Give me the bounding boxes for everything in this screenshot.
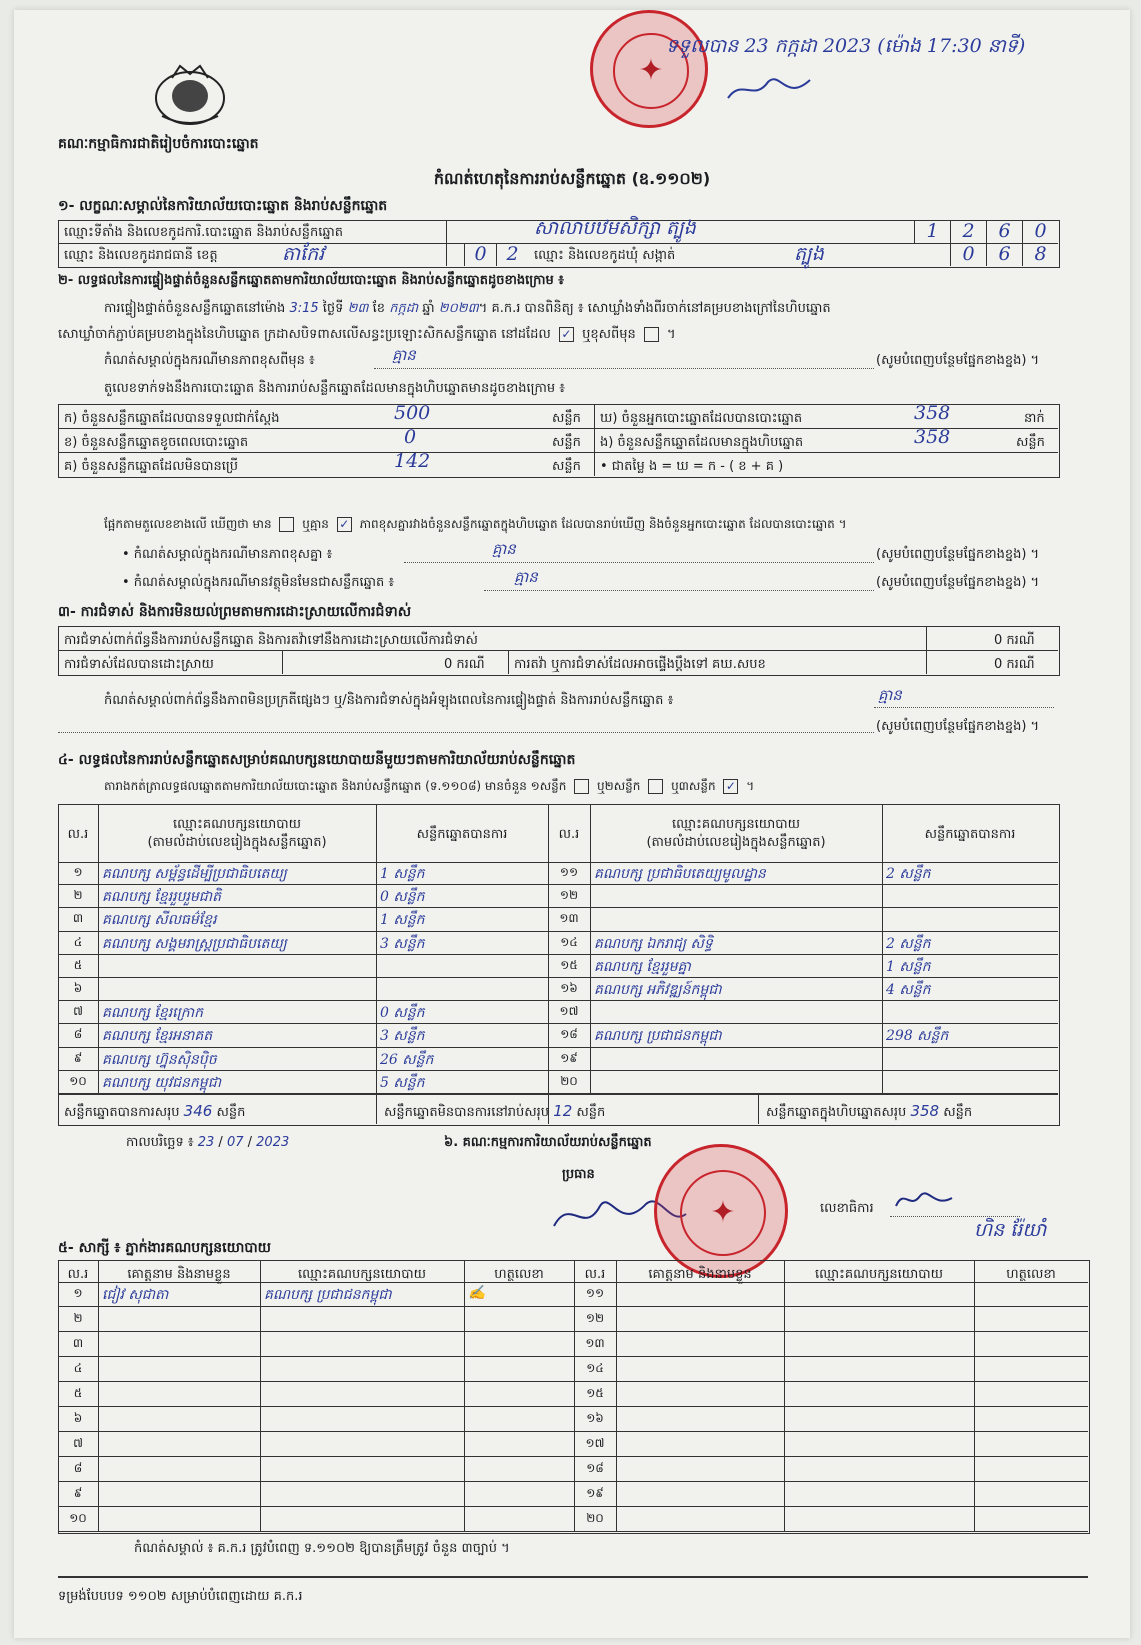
results-row-no: ១៧ (559, 1004, 579, 1019)
difference-no-checkbox[interactable]: ✓ (337, 517, 352, 532)
results-row (58, 1048, 548, 1071)
commune-name: ត្បូង (794, 243, 824, 265)
results-row-party: គណបក្ស អភិវឌ្ឍន៍កម្ពុជា (594, 982, 722, 998)
results-row-party: គណបក្ស ហ្វ៊ុនស៊ិនប៉ិច (102, 1051, 217, 1068)
results-col-no-right: ល.រ (558, 827, 580, 842)
secretary-name: ហិន រ៉ែយាំ (974, 1219, 1047, 1241)
results-row (58, 1071, 548, 1094)
results-row (548, 932, 1058, 955)
figure-e-value: 358 (914, 426, 951, 448)
figure-formula: • ជាតម្លៃ ង = ឃ = ក - ( ខ + គ ) (600, 459, 784, 474)
results-col-party-right: ឈ្មោះគណបក្សនយោបាយ (តាមលំដាប់លេខរៀងក្នុងសន្លឹកឆ្នោត) (646, 817, 826, 850)
results-right-rows (548, 862, 1058, 1094)
witness-row-no: ១៥ (586, 1386, 604, 1400)
results-row-party: គណបក្ស ខ្មែររួបរួមជាតិ (102, 889, 222, 906)
results-row-no: ១១ (559, 865, 579, 879)
witness-row-no: ១ (73, 1286, 83, 1300)
results-row-party: គណបក្ស សម្ព័ន្ធដើម្បីប្រជាធិបតេយ្យ (102, 866, 287, 882)
results-row-votes: 0 សន្លឹក (380, 889, 425, 906)
three-sheets-checkbox[interactable]: ✓ (723, 779, 738, 794)
results-row-no: ១៨ (560, 1027, 578, 1042)
figure-b-unit: សន្លឹក (552, 435, 581, 450)
witness-row-no: ៤ (73, 1361, 83, 1375)
witness-row (574, 1332, 1088, 1357)
witness-row (574, 1407, 1088, 1432)
witness-row (58, 1382, 574, 1407)
province-name: តាកែវ (282, 243, 325, 265)
verify-line-1: ការផ្ទៀងផ្ទាត់ចំនួនសន្លឹកឆ្នោតនៅម៉ោង 3:15 ថ្ងៃទី ២៣ ខែ កក្កដា ឆ្នាំ ២០២៣។ គ.ក.រ បានពិនិត្យ ៖ សោឃ្លាំងទាំងពីរចាក់នៅគម្របខាងក្រៅនៃហិបឆ្នោត (104, 301, 831, 316)
results-row-no: ៨ (73, 1027, 83, 1042)
difference-line: ផ្អែកតាមតួលេខខាងលើ ឃើញថា មាន ឬគ្មាន ✓ ភាពខុសគ្នារវាងចំនួនសន្លឹកឆ្នោតក្នុងហិបឆ្នោត ដែលបានរាប់ឃើញ និងចំនួនអ្នកបោះឆ្នោត ដែលបានបោះឆ្នោត ។ (104, 517, 847, 531)
witness-row-no: ២ (73, 1311, 83, 1325)
change-note-value: គ្មាន (392, 346, 416, 364)
form-footer: ទម្រង់បែបបទ ១១០២ សម្រាប់បំពេញដោយ គ.ក.រ (58, 1589, 303, 1604)
witness-row (574, 1357, 1088, 1382)
results-row (548, 1001, 1058, 1024)
witness-row-signature: ✍ (468, 1285, 486, 1301)
witness-row-no: ១៩ (586, 1486, 604, 1500)
witness-row-no: ៨ (73, 1461, 83, 1475)
results-row (58, 955, 548, 978)
results-row-no: ៤ (73, 934, 83, 949)
office-code: 1 2 6 0 (914, 220, 1058, 243)
results-row-no: ១៣ (559, 911, 579, 926)
difference-yes-checkbox[interactable] (279, 517, 294, 532)
results-row (548, 908, 1058, 931)
results-row-votes: 5 សន្លឹក (380, 1074, 425, 1091)
witness-row-no: ៣ (72, 1336, 84, 1350)
witness-row (574, 1457, 1088, 1482)
witness-row-no: ៩ (73, 1486, 83, 1500)
change-note-label: កំណត់សម្គាល់ក្នុងករណីមានភាពខុសពីមុន ៖ (104, 353, 315, 368)
results-row-party: គណបក្ស ប្រជាជនកម្ពុជា (594, 1028, 722, 1045)
witness-right-rows (574, 1282, 1088, 1532)
results-row (548, 862, 1058, 885)
secretary-label: លេខាធិការ (820, 1201, 874, 1216)
section1-heading: ១- លក្ខណៈសម្គាល់នៃការិយាល័យបោះឆ្នោត និងរាប់សន្លឹកឆ្នោត (58, 198, 388, 214)
results-row-votes: 3 សន្លឹក (380, 935, 425, 952)
results-row (58, 978, 548, 1001)
seal-intact-checkbox[interactable]: ✓ (559, 327, 574, 342)
results-left-rows (58, 862, 548, 1094)
figure-b-value: 0 (404, 426, 417, 448)
results-row-party: គណបក្ស សង្គមរាស្ត្រប្រជាធិបតេយ្យ (102, 935, 287, 952)
receipt-signature (724, 72, 814, 110)
results-row-votes: 3 សន្លឹក (380, 1028, 425, 1045)
results-row-no: ១៩ (560, 1050, 578, 1065)
results-row-party: គណបក្ស យុវជនកម្ពុជា (102, 1074, 222, 1091)
results-col-votes-left: សន្លឹកឆ្នោតបានការ (416, 827, 508, 842)
figures-intro: តួលេខទាក់ទងនឹងការបោះឆ្នោត និងការរាប់សន្លឹកឆ្នោតដែលមានក្នុងហិបឆ្នោតមានដូចខាងក្រោម ៖ (104, 381, 565, 396)
results-row (548, 1024, 1058, 1047)
commission-signers: ៦. គណៈកម្មការការិយាល័យរាប់សន្លឹកឆ្នោត (444, 1135, 652, 1150)
seal-changed-checkbox[interactable] (644, 327, 659, 342)
chair-label: ប្រធាន (562, 1167, 595, 1182)
results-row-no: ២ (73, 888, 83, 903)
objections-note-label: កំណត់សម្គាល់ពាក់ព័ន្ធនឹងភាពមិនប្រក្រតីផ្សេងៗ ឬ/និងការជំទាស់ក្នុងអំឡុងពេលនៃការផ្ទៀងផ្ទាត់ និងការរាប់សន្លឹកឆ្នោត ៖ (104, 693, 674, 708)
results-row-party: គណបក្ស ខ្មែរអនាគត (102, 1028, 213, 1045)
sign-date: កាលបរិច្ឆេទ ៖ 23 / 07 / 2023 (126, 1135, 290, 1150)
results-col-votes-right: សន្លឹកឆ្នោតបានការ (924, 827, 1016, 842)
fill-hint-1: (សូមបំពេញបន្ថែមផ្នែកខាងខ្នង) ។ (876, 353, 1040, 368)
witness-row-name: ជៀវ សុជាតា (102, 1287, 169, 1303)
difference-note-value: គ្មាន (492, 540, 516, 558)
figure-e-unit: សន្លឹក (1016, 435, 1045, 450)
figure-a-unit: សន្លឹក (552, 411, 581, 426)
commission-name: គណៈកម្មាធិការជាតិរៀបចំការបោះឆ្នោត (58, 136, 259, 152)
results-row-no: ៥ (73, 957, 83, 972)
results-row (58, 1024, 548, 1047)
witness-col-sig-left: ហត្ថលេខា (494, 1267, 544, 1282)
witness-row (574, 1282, 1088, 1307)
witness-col-name-left: គោត្តនាម និងនាមខ្លួន (127, 1267, 231, 1282)
results-row (548, 978, 1058, 1001)
commune-code: 0 6 8 (950, 243, 1058, 266)
results-row-no: ៣ (72, 911, 84, 926)
results-row-votes: 1 សន្លឹក (886, 958, 931, 975)
results-row (58, 908, 548, 931)
results-row-no: ១៦ (560, 981, 578, 995)
results-row-no: ១ (73, 865, 83, 879)
results-row-votes: 26 សន្លឹក (380, 1051, 434, 1068)
results-sheets-line: តារាងកត់ត្រាលទ្ធផលឆ្នោតតាមការិយាល័យបោះឆ្នោត និងរាប់សន្លឹកឆ្នោត (ទ.១១០៨) មានចំនួន ១សន្លឹក ឬ២សន្លឹក ឬ៣សន្លឹក ✓ ។ (104, 779, 755, 793)
figure-b-label: ខ) ចំនួនសន្លឹកឆ្នោតខូចពេលបោះឆ្នោត (64, 435, 249, 450)
results-row (58, 1001, 548, 1024)
results-row-votes: 2 សន្លឹក (886, 935, 931, 952)
section2-heading: ២- លទ្ធផលនៃការផ្ទៀងផ្ទាត់ចំនួនសន្លឹកឆ្នោតតាមការិយាល័យបោះឆ្នោត និងរាប់សន្លឹកឆ្នោតដូចខាងក្រោម ៖ (58, 273, 564, 288)
witness-row (58, 1507, 574, 1532)
foreign-object-note-value: គ្មាន (514, 568, 538, 586)
witness-row (58, 1282, 574, 1307)
witness-row (574, 1382, 1088, 1407)
objections-appeal-value: 0 ករណី (994, 657, 1035, 672)
fill-hint-2: (សូមបំពេញបន្ថែមផ្នែកខាងខ្នង) ។ (876, 547, 1040, 562)
results-row (58, 932, 548, 955)
results-row-votes: 0 សន្លឹក (380, 1005, 425, 1022)
fill-hint-3: (សូមបំពេញបន្ថែមផ្នែកខាងខ្នង) ។ (876, 575, 1040, 590)
results-row-party: គណបក្ស សីលធម៌ខ្មែរ (102, 912, 217, 929)
witness-left-rows (58, 1282, 574, 1532)
witness-row-no: ១១ (585, 1286, 605, 1300)
results-row-votes: 1 សន្លឹក (380, 866, 425, 882)
difference-note-label: • កំណត់សម្គាល់ក្នុងករណីមានភាពខុសគ្នា ៖ (122, 547, 333, 562)
figure-d-value: 358 (914, 402, 951, 424)
witness-row-no: ១៣ (585, 1336, 605, 1350)
ballot-count-report-sheet (14, 10, 1130, 1638)
objections-resolved-label: ការជំទាស់ដែលបានដោះស្រាយ (64, 657, 214, 672)
office-label: ឈ្មោះទីតាំង និងលេខកូដការិ.បោះឆ្នោត និងរាប់សន្លឹកឆ្នោត (64, 225, 343, 240)
witness-row (58, 1482, 574, 1507)
office-name: សាលាបឋមសិក្សា ត្បូង (534, 217, 696, 239)
results-row-votes: 2 សន្លឹក (886, 866, 931, 882)
objections-row1-label: ការជំទាស់ពាក់ព័ន្ធនឹងការរាប់សន្លឹកឆ្នោត និងការតវ៉ាទៅនឹងការដោះស្រាយលើការជំទាស់ (64, 633, 478, 648)
results-row-party: គណបក្ស ខ្មែររួមគ្នា (594, 958, 691, 975)
emblem-icon (142, 58, 238, 130)
province-label: ឈ្មោះ និងលេខកូដរាជធានី ខេត្ត (64, 248, 218, 263)
figure-d-unit: នាក់ (1024, 411, 1045, 426)
one-sheet-checkbox[interactable] (574, 779, 589, 794)
witness-row (58, 1457, 574, 1482)
witness-row-no: ១០ (69, 1511, 87, 1525)
objections-row1-value: 0 ករណី (994, 633, 1035, 648)
results-row-no: ១២ (559, 888, 579, 903)
results-row-votes: 298 សន្លឹក (886, 1028, 949, 1045)
verify-line-2: សោឃ្លាំចាក់ភ្ជាប់គម្របខាងក្នុងនៃហិបឆ្នោត ក្រដាសបិទពាសលើសន្ធះប្រឡោះសិកសន្លឹកឆ្នោត នៅដដែល ✓ ឬខុសពីមុន ។ (58, 327, 676, 342)
witness-row-no: ៦ (73, 1411, 83, 1425)
results-row-no: ៩ (73, 1050, 83, 1065)
witness-row-no: ១៤ (586, 1361, 604, 1375)
figure-d-label: ឃ) ចំនួនអ្នកបោះឆ្នោតដែលបានបោះឆ្នោត (600, 411, 803, 426)
results-row-no: ៦ (73, 981, 83, 995)
witness-row (574, 1307, 1088, 1332)
province-code: 0 2 (464, 243, 528, 266)
witness-row-no: ៧ (73, 1436, 83, 1450)
witness-row-party: គណបក្ស ប្រជាជនកម្ពុជា (264, 1287, 392, 1303)
total-valid: សន្លឹកឆ្នោតបានការសរុប 346 សន្លឹក (64, 1102, 246, 1120)
witness-col-no-left: ល.រ (67, 1267, 89, 1282)
results-row-votes: 1 សន្លឹក (380, 912, 425, 929)
results-row-no: ១០ (69, 1073, 87, 1088)
figure-c-unit: សន្លឹក (552, 459, 581, 474)
two-sheets-checkbox[interactable] (648, 779, 663, 794)
section5-heading: ៥- សាក្សី ៖ ភ្នាក់ងារគណបក្សនយោបាយ (58, 1240, 272, 1256)
witness-row-no: ២០ (586, 1511, 604, 1525)
witness-col-sig-right: ហត្ថលេខា (1006, 1267, 1056, 1282)
figure-c-value: 142 (394, 450, 431, 472)
section4-heading: ៤- លទ្ធផលនៃការរាប់សន្លឹកឆ្នោតសម្រាប់គណបក្សនយោបាយនីមួយៗតាមការិយាល័យរាប់សន្លឹកឆ្នោត (58, 752, 576, 768)
results-row (58, 885, 548, 908)
witness-row (58, 1332, 574, 1357)
witness-row (574, 1507, 1088, 1532)
objections-note-value: គ្មាន (878, 686, 902, 704)
figure-c-label: គ) ចំនួនសន្លឹកឆ្នោតដែលមិនបានប្រើ (64, 459, 238, 474)
form-title: កំណត់ហេតុនៃការរាប់សន្លឹកឆ្នោត (ឧ.១១០២) (433, 169, 711, 188)
figure-a-label: ក) ចំនួនសន្លឹកឆ្នោតដែលបានទទួលជាក់ស្តែង (64, 411, 280, 426)
witness-row-no: ១៧ (585, 1436, 605, 1450)
results-row-votes: 4 សន្លឹក (886, 982, 931, 998)
results-row-no: ១៤ (560, 934, 578, 949)
witness-row (58, 1407, 574, 1432)
results-row-party: គណបក្ស ឯករាជ្យ សិទ្ធិ (594, 935, 713, 952)
results-row-party: គណបក្ស ប្រជាធិបតេយ្យមូលដ្ឋាន (594, 866, 766, 882)
objections-appeal-label: ការតវ៉ា ឬការជំទាស់ដែលអាចផ្ទើងប្តឹងទៅ គឃ.សបខ (514, 657, 766, 672)
commune-label: ឈ្មោះ និងលេខកូដឃុំ សង្កាត់ (534, 248, 676, 263)
fill-hint-4: (សូមបំពេញបន្ថែមផ្នែកខាងខ្នង) ។ (876, 719, 1040, 734)
official-seal-top: ✦ (590, 10, 708, 128)
results-row-party: គណបក្ស ខ្មែរក្រោក (102, 1005, 203, 1022)
results-row-no: ៧ (73, 1004, 83, 1019)
results-row (58, 862, 548, 885)
results-row (548, 1048, 1058, 1071)
figure-a-value: 500 (394, 402, 431, 424)
results-col-party-left: ឈ្មោះគណបក្សនយោបាយ (តាមលំដាប់លេខរៀងក្នុងសន្លឹកឆ្នោត) (147, 817, 327, 850)
results-row (548, 955, 1058, 978)
receipt-note: ទទួលបាន 23 កក្កដា 2023 (ម៉ោង 17:30 នាទី) (666, 35, 1026, 57)
witness-row-no: ១៦ (586, 1411, 604, 1425)
witness-row (574, 1482, 1088, 1507)
witness-row-no: ១២ (585, 1311, 605, 1325)
results-row-no: ១៥ (560, 957, 578, 972)
witness-footnote: កំណត់សម្គាល់ ៖ គ.ក.រ ត្រូវបំពេញ ទ.១១០២ ឱ្យបានត្រឹមត្រូវ ចំនួន ៣ច្បាប់ ។ (134, 1541, 510, 1556)
section3-heading: ៣- ការជំទាស់ និងការមិនយល់ព្រមតាមការដោះស្រាយលើការជំទាស់ (58, 604, 412, 620)
results-row (548, 1071, 1058, 1094)
witness-row (58, 1357, 574, 1382)
witness-row-no: ១៨ (586, 1461, 604, 1475)
witness-row (58, 1307, 574, 1332)
figure-e-label: ង) ចំនួនសន្លឹកឆ្នោតដែលមានក្នុងហិបឆ្នោត (600, 435, 804, 450)
results-col-no-left: ល.រ (67, 827, 89, 842)
secretary-signature (894, 1186, 954, 1216)
total-invalid: សន្លឹកឆ្នោតមិនបានការនៅរាប់សរុប 12 សន្លឹក (384, 1102, 606, 1120)
witness-row (574, 1432, 1088, 1457)
witness-col-no-right: ល.រ (584, 1267, 606, 1282)
official-seal-bottom: ✦ (654, 1144, 788, 1278)
witness-row-no: ៥ (73, 1386, 83, 1400)
results-row-no: ២០ (560, 1073, 578, 1088)
objections-resolved-value: 0 ករណី (444, 657, 485, 672)
total-in-box: សន្លឹកឆ្នោតក្នុងហិបឆ្នោតសរុប 358 សន្លឹក (766, 1102, 973, 1120)
witness-row (58, 1432, 574, 1457)
witness-col-party-right: ឈ្មោះគណបក្សនយោបាយ (815, 1267, 943, 1282)
witness-col-name-right: គោត្តនាម និងនាមខ្លួន (648, 1267, 752, 1282)
witness-col-party-left: ឈ្មោះគណបក្សនយោបាយ (298, 1267, 426, 1282)
results-row (548, 885, 1058, 908)
foreign-object-note-label: • កំណត់សម្គាល់ក្នុងករណីមានវត្ថុមិនមែនជាសន្លឹកឆ្នោត ៖ (122, 575, 395, 590)
